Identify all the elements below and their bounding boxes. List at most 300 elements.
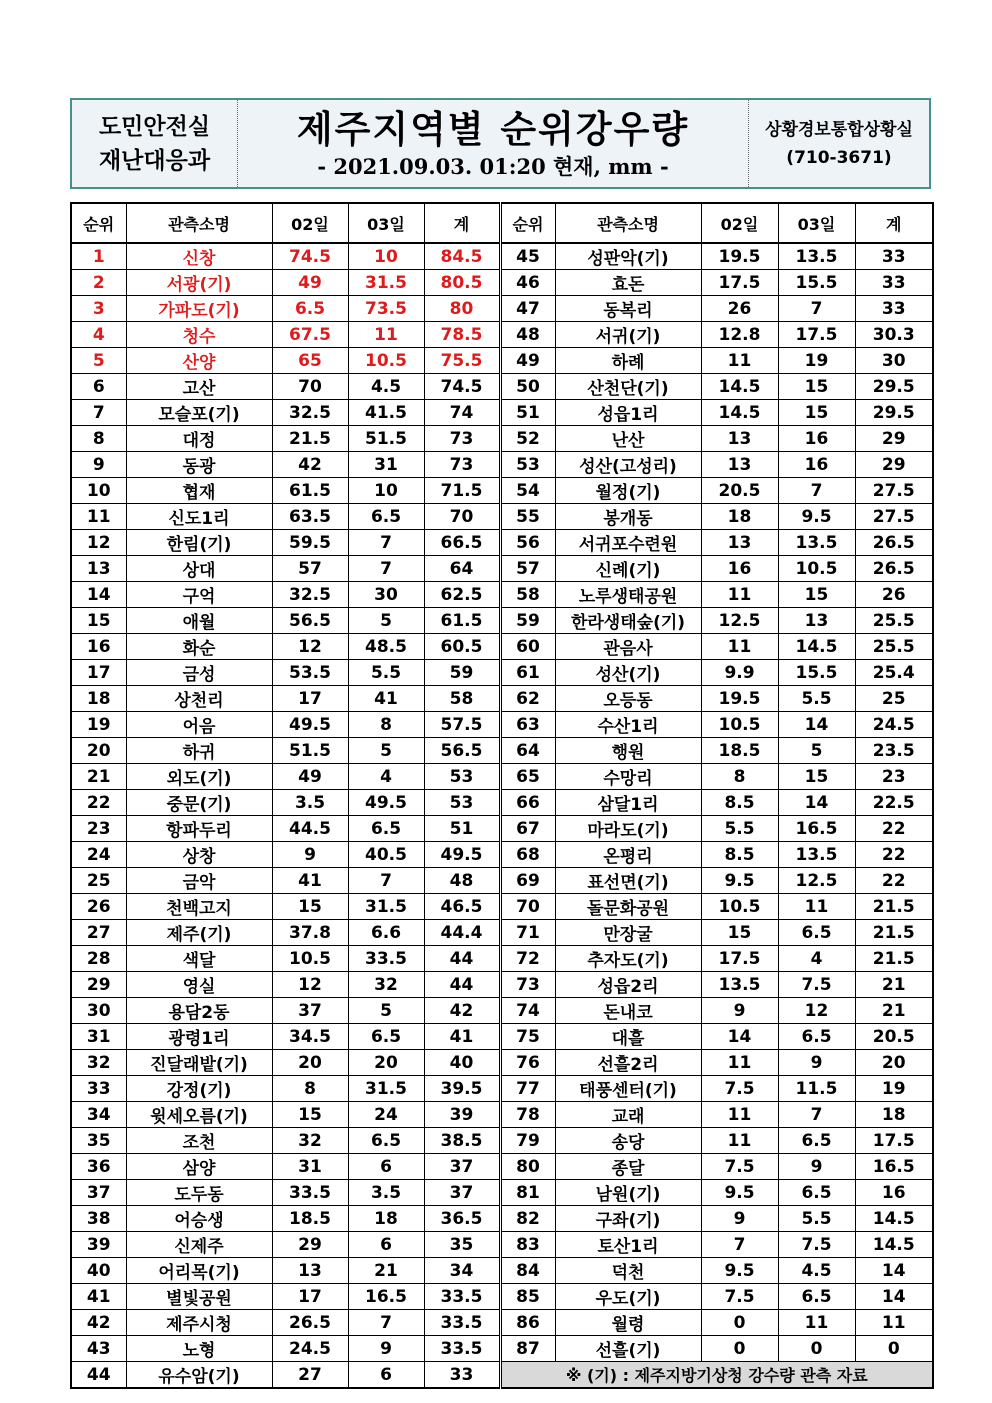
cell-day03: 7 xyxy=(348,1310,424,1336)
cell-day03: 30 xyxy=(348,582,424,608)
table-footnote: ※ (기) : 제주지방기상청 강수량 관측 자료 xyxy=(500,1362,933,1389)
cell-day02: 33.5 xyxy=(272,1180,348,1206)
cell-day03: 8 xyxy=(348,712,424,738)
cell-total: 18 xyxy=(855,1102,933,1128)
cell-rank: 25 xyxy=(71,868,126,894)
cell-station: 상창 xyxy=(126,842,272,868)
cell-rank: 74 xyxy=(500,998,555,1024)
cell-station: 교래 xyxy=(555,1102,701,1128)
cell-station: 난산 xyxy=(555,426,701,452)
cell-day02: 11 xyxy=(701,1102,778,1128)
cell-day02: 42 xyxy=(272,452,348,478)
cell-station: 추자도(기) xyxy=(555,946,701,972)
cell-total: 19 xyxy=(855,1076,933,1102)
cell-station: 서귀(기) xyxy=(555,322,701,348)
cell-total: 17.5 xyxy=(855,1128,933,1154)
cell-day03: 51.5 xyxy=(348,426,424,452)
cell-day03: 14.5 xyxy=(778,634,855,660)
cell-station: 대정 xyxy=(126,426,272,452)
cell-rank: 44 xyxy=(71,1362,126,1389)
cell-station: 모슬포(기) xyxy=(126,400,272,426)
cell-day02: 7.5 xyxy=(701,1284,778,1310)
cell-day02: 17.5 xyxy=(701,946,778,972)
cell-day02: 49 xyxy=(272,270,348,296)
cell-total: 35 xyxy=(424,1232,500,1258)
table-row xyxy=(71,1336,933,1362)
cell-rank: 57 xyxy=(500,556,555,582)
table-row xyxy=(71,296,933,322)
cell-day02: 63.5 xyxy=(272,504,348,530)
cell-station: 별빛공원 xyxy=(126,1284,272,1310)
cell-day03: 6 xyxy=(348,1232,424,1258)
cell-station: 금악 xyxy=(126,868,272,894)
cell-station: 상대 xyxy=(126,556,272,582)
cell-station: 덕천 xyxy=(555,1258,701,1284)
cell-day03: 6.5 xyxy=(778,1128,855,1154)
cell-rank: 56 xyxy=(500,530,555,556)
cell-rank: 79 xyxy=(500,1128,555,1154)
cell-day02: 11 xyxy=(701,582,778,608)
cell-station: 어음 xyxy=(126,712,272,738)
table-row xyxy=(71,660,933,686)
cell-day02: 13.5 xyxy=(701,972,778,998)
cell-day03: 13.5 xyxy=(778,243,855,270)
cell-total: 0 xyxy=(855,1336,933,1362)
cell-total: 41 xyxy=(424,1024,500,1050)
cell-total: 22 xyxy=(855,816,933,842)
cell-station: 상천리 xyxy=(126,686,272,712)
cell-day03: 7 xyxy=(778,478,855,504)
cell-day02: 37.8 xyxy=(272,920,348,946)
table-row xyxy=(71,1232,933,1258)
table-row xyxy=(71,1258,933,1284)
cell-day02: 32.5 xyxy=(272,400,348,426)
table-row xyxy=(71,764,933,790)
cell-day02: 19.5 xyxy=(701,686,778,712)
cell-station: 애월 xyxy=(126,608,272,634)
cell-day02: 49.5 xyxy=(272,712,348,738)
cell-day02: 19.5 xyxy=(701,243,778,270)
cell-total: 75.5 xyxy=(424,348,500,374)
cell-day03: 4.5 xyxy=(778,1258,855,1284)
cell-day03: 10 xyxy=(348,243,424,270)
cell-total: 64 xyxy=(424,556,500,582)
cell-day03: 48.5 xyxy=(348,634,424,660)
cell-day02: 9.5 xyxy=(701,1180,778,1206)
cell-station: 동복리 xyxy=(555,296,701,322)
cell-total: 24.5 xyxy=(855,712,933,738)
cell-total: 21 xyxy=(855,972,933,998)
cell-day02: 11 xyxy=(701,348,778,374)
cell-total: 22 xyxy=(855,868,933,894)
cell-station: 태풍센터(기) xyxy=(555,1076,701,1102)
cell-rank: 49 xyxy=(500,348,555,374)
cell-rank: 76 xyxy=(500,1050,555,1076)
cell-total: 80 xyxy=(424,296,500,322)
table-row xyxy=(71,868,933,894)
cell-day02: 26.5 xyxy=(272,1310,348,1336)
title-box xyxy=(238,100,749,187)
cell-day03: 5 xyxy=(778,738,855,764)
cell-day03: 5 xyxy=(348,998,424,1024)
cell-total: 66.5 xyxy=(424,530,500,556)
cell-day03: 31.5 xyxy=(348,270,424,296)
cell-day02: 11 xyxy=(701,1050,778,1076)
cell-day02: 17 xyxy=(272,686,348,712)
cell-day02: 18.5 xyxy=(701,738,778,764)
cell-total: 44 xyxy=(424,946,500,972)
cell-day03: 14 xyxy=(778,712,855,738)
cell-total: 61.5 xyxy=(424,608,500,634)
table-row xyxy=(71,998,933,1024)
cell-day02: 13 xyxy=(272,1258,348,1284)
cell-rank: 21 xyxy=(71,764,126,790)
table-row xyxy=(71,1154,933,1180)
cell-station: 외도(기) xyxy=(126,764,272,790)
cell-total: 23 xyxy=(855,764,933,790)
cell-total: 70 xyxy=(424,504,500,530)
cell-day03: 10 xyxy=(348,478,424,504)
cell-day03: 5.5 xyxy=(348,660,424,686)
rainfall-table-container xyxy=(70,202,932,1389)
cell-day03: 4.5 xyxy=(348,374,424,400)
cell-total: 48 xyxy=(424,868,500,894)
cell-day02: 17.5 xyxy=(701,270,778,296)
cell-day02: 14.5 xyxy=(701,374,778,400)
col-header-station: 관측소명 xyxy=(555,203,701,243)
cell-rank: 3 xyxy=(71,296,126,322)
cell-day03: 17.5 xyxy=(778,322,855,348)
cell-total: 22 xyxy=(855,842,933,868)
cell-rank: 30 xyxy=(71,998,126,1024)
cell-rank: 87 xyxy=(500,1336,555,1362)
cell-rank: 14 xyxy=(71,582,126,608)
cell-day03: 33.5 xyxy=(348,946,424,972)
cell-total: 56.5 xyxy=(424,738,500,764)
cell-rank: 12 xyxy=(71,530,126,556)
table-row xyxy=(71,400,933,426)
cell-day03: 10.5 xyxy=(348,348,424,374)
cell-day02: 20 xyxy=(272,1050,348,1076)
table-row xyxy=(71,270,933,296)
cell-station: 어승생 xyxy=(126,1206,272,1232)
cell-total: 33 xyxy=(855,243,933,270)
cell-rank: 13 xyxy=(71,556,126,582)
cell-day03: 9.5 xyxy=(778,504,855,530)
cell-day02: 14 xyxy=(701,1024,778,1050)
cell-rank: 5 xyxy=(71,348,126,374)
cell-day03: 7 xyxy=(348,530,424,556)
cell-station: 월령 xyxy=(555,1310,701,1336)
cell-rank: 40 xyxy=(71,1258,126,1284)
cell-day02: 18.5 xyxy=(272,1206,348,1232)
cell-total: 14.5 xyxy=(855,1232,933,1258)
cell-total: 25.5 xyxy=(855,634,933,660)
cell-total: 30.3 xyxy=(855,322,933,348)
cell-day02: 10.5 xyxy=(701,712,778,738)
cell-station: 선흘(기) xyxy=(555,1336,701,1362)
cell-rank: 43 xyxy=(71,1336,126,1362)
cell-day03: 16 xyxy=(778,426,855,452)
table-row xyxy=(71,738,933,764)
cell-rank: 48 xyxy=(500,322,555,348)
cell-total: 73 xyxy=(424,452,500,478)
cell-day02: 15 xyxy=(701,920,778,946)
cell-day02: 11 xyxy=(701,1128,778,1154)
cell-day03: 14 xyxy=(778,790,855,816)
cell-total: 58 xyxy=(424,686,500,712)
cell-total: 16 xyxy=(855,1180,933,1206)
cell-day03: 11 xyxy=(778,894,855,920)
cell-total: 33.5 xyxy=(424,1336,500,1362)
cell-day03: 15 xyxy=(778,374,855,400)
cell-rank: 71 xyxy=(500,920,555,946)
cell-day03: 6.5 xyxy=(778,1284,855,1310)
cell-total: 14.5 xyxy=(855,1206,933,1232)
cell-day02: 9.5 xyxy=(701,1258,778,1284)
department-box xyxy=(72,100,238,187)
cell-station: 봉개동 xyxy=(555,504,701,530)
cell-rank: 80 xyxy=(500,1154,555,1180)
cell-day03: 7.5 xyxy=(778,1232,855,1258)
cell-rank: 52 xyxy=(500,426,555,452)
cell-day03: 16.5 xyxy=(778,816,855,842)
cell-day02: 8 xyxy=(272,1076,348,1102)
cell-day03: 6.5 xyxy=(348,1024,424,1050)
cell-rank: 33 xyxy=(71,1076,126,1102)
cell-day02: 32 xyxy=(272,1128,348,1154)
cell-day02: 7.5 xyxy=(701,1154,778,1180)
cell-day03: 31.5 xyxy=(348,1076,424,1102)
cell-total: 26.5 xyxy=(855,530,933,556)
cell-station: 영실 xyxy=(126,972,272,998)
cell-station: 신례(기) xyxy=(555,556,701,582)
cell-day03: 6.5 xyxy=(778,920,855,946)
cell-day03: 5.5 xyxy=(778,1206,855,1232)
cell-station: 마라도(기) xyxy=(555,816,701,842)
cell-day02: 7 xyxy=(701,1232,778,1258)
cell-day02: 32.5 xyxy=(272,582,348,608)
cell-day03: 7 xyxy=(778,1102,855,1128)
cell-day02: 44.5 xyxy=(272,816,348,842)
cell-station: 유수암(기) xyxy=(126,1362,272,1389)
cell-station: 가파도(기) xyxy=(126,296,272,322)
cell-station: 화순 xyxy=(126,634,272,660)
cell-rank: 34 xyxy=(71,1102,126,1128)
cell-total: 39.5 xyxy=(424,1076,500,1102)
cell-total: 44.4 xyxy=(424,920,500,946)
cell-rank: 51 xyxy=(500,400,555,426)
cell-rank: 37 xyxy=(71,1180,126,1206)
cell-station: 남원(기) xyxy=(555,1180,701,1206)
cell-day02: 61.5 xyxy=(272,478,348,504)
cell-station: 한라생태숲(기) xyxy=(555,608,701,634)
cell-total: 23.5 xyxy=(855,738,933,764)
cell-rank: 69 xyxy=(500,868,555,894)
cell-day03: 5 xyxy=(348,608,424,634)
table-row xyxy=(71,686,933,712)
table-row xyxy=(71,478,933,504)
cell-day02: 12 xyxy=(272,634,348,660)
cell-day02: 17 xyxy=(272,1284,348,1310)
cell-day02: 7.5 xyxy=(701,1076,778,1102)
cell-total: 22.5 xyxy=(855,790,933,816)
cell-day03: 6.5 xyxy=(348,1128,424,1154)
cell-total: 20 xyxy=(855,1050,933,1076)
cell-total: 14 xyxy=(855,1284,933,1310)
table-row xyxy=(71,1102,933,1128)
table-row xyxy=(71,426,933,452)
cell-rank: 19 xyxy=(71,712,126,738)
cell-rank: 58 xyxy=(500,582,555,608)
cell-station: 수산1리 xyxy=(555,712,701,738)
cell-station: 표선면(기) xyxy=(555,868,701,894)
cell-total: 74.5 xyxy=(424,374,500,400)
cell-day02: 0 xyxy=(701,1336,778,1362)
department-line-1: 도민안전실 xyxy=(98,113,211,140)
cell-rank: 59 xyxy=(500,608,555,634)
cell-rank: 16 xyxy=(71,634,126,660)
cell-rank: 50 xyxy=(500,374,555,400)
cell-rank: 53 xyxy=(500,452,555,478)
table-row xyxy=(71,322,933,348)
col-header-day02: 02일 xyxy=(701,203,778,243)
document-title: 제주지역별 순위강우량 xyxy=(296,107,690,151)
cell-day02: 9 xyxy=(272,842,348,868)
cell-station: 신제주 xyxy=(126,1232,272,1258)
cell-total: 73 xyxy=(424,426,500,452)
table-row xyxy=(71,1284,933,1310)
cell-total: 33 xyxy=(855,296,933,322)
table-row xyxy=(71,530,933,556)
table-row xyxy=(71,1362,933,1389)
cell-station: 도두동 xyxy=(126,1180,272,1206)
cell-day03: 12 xyxy=(778,998,855,1024)
cell-station: 청수 xyxy=(126,322,272,348)
rainfall-table xyxy=(70,202,934,1389)
cell-rank: 38 xyxy=(71,1206,126,1232)
cell-rank: 7 xyxy=(71,400,126,426)
col-header-day03: 03일 xyxy=(778,203,855,243)
cell-rank: 75 xyxy=(500,1024,555,1050)
cell-rank: 47 xyxy=(500,296,555,322)
cell-day03: 6.5 xyxy=(778,1024,855,1050)
cell-total: 21 xyxy=(855,998,933,1024)
cell-station: 성읍1리 xyxy=(555,400,701,426)
cell-day03: 31.5 xyxy=(348,894,424,920)
cell-rank: 32 xyxy=(71,1050,126,1076)
table-row xyxy=(71,790,933,816)
cell-day02: 74.5 xyxy=(272,243,348,270)
cell-total: 20.5 xyxy=(855,1024,933,1050)
cell-rank: 35 xyxy=(71,1128,126,1154)
cell-station: 돈내코 xyxy=(555,998,701,1024)
cell-day02: 6.5 xyxy=(272,296,348,322)
cell-station: 성읍2리 xyxy=(555,972,701,998)
cell-rank: 6 xyxy=(71,374,126,400)
cell-station: 윗세오름(기) xyxy=(126,1102,272,1128)
cell-total: 37 xyxy=(424,1180,500,1206)
cell-total: 14 xyxy=(855,1258,933,1284)
cell-day02: 18 xyxy=(701,504,778,530)
cell-rank: 26 xyxy=(71,894,126,920)
cell-total: 29.5 xyxy=(855,400,933,426)
cell-station: 광령1리 xyxy=(126,1024,272,1050)
cell-station: 중문(기) xyxy=(126,790,272,816)
cell-day02: 53.5 xyxy=(272,660,348,686)
cell-total: 78.5 xyxy=(424,322,500,348)
cell-rank: 61 xyxy=(500,660,555,686)
cell-day03: 40.5 xyxy=(348,842,424,868)
cell-total: 11 xyxy=(855,1310,933,1336)
cell-rank: 84 xyxy=(500,1258,555,1284)
cell-total: 33 xyxy=(855,270,933,296)
cell-total: 84.5 xyxy=(424,243,500,270)
cell-day03: 32 xyxy=(348,972,424,998)
cell-total: 21.5 xyxy=(855,894,933,920)
cell-rank: 60 xyxy=(500,634,555,660)
cell-day03: 11 xyxy=(778,1310,855,1336)
cell-rank: 18 xyxy=(71,686,126,712)
cell-day03: 9 xyxy=(778,1050,855,1076)
cell-station: 신도1리 xyxy=(126,504,272,530)
cell-day03: 6.5 xyxy=(348,816,424,842)
cell-day02: 9.5 xyxy=(701,868,778,894)
cell-station: 삼달1리 xyxy=(555,790,701,816)
col-header-rank: 순위 xyxy=(500,203,555,243)
cell-rank: 46 xyxy=(500,270,555,296)
cell-rank: 65 xyxy=(500,764,555,790)
table-row xyxy=(71,1050,933,1076)
cell-day03: 13 xyxy=(778,608,855,634)
cell-station: 종달 xyxy=(555,1154,701,1180)
cell-day02: 9.9 xyxy=(701,660,778,686)
table-row xyxy=(71,608,933,634)
cell-rank: 45 xyxy=(500,243,555,270)
cell-total: 62.5 xyxy=(424,582,500,608)
cell-station: 토산1리 xyxy=(555,1232,701,1258)
cell-total: 49.5 xyxy=(424,842,500,868)
cell-day02: 56.5 xyxy=(272,608,348,634)
cell-day02: 10.5 xyxy=(272,946,348,972)
cell-total: 40 xyxy=(424,1050,500,1076)
cell-day03: 73.5 xyxy=(348,296,424,322)
cell-total: 60.5 xyxy=(424,634,500,660)
cell-day03: 4 xyxy=(778,946,855,972)
cell-day02: 8.5 xyxy=(701,790,778,816)
cell-day03: 16 xyxy=(778,452,855,478)
col-header-station: 관측소명 xyxy=(126,203,272,243)
cell-day03: 6.6 xyxy=(348,920,424,946)
cell-rank: 55 xyxy=(500,504,555,530)
table-row xyxy=(71,1180,933,1206)
cell-total: 26 xyxy=(855,582,933,608)
cell-day03: 41 xyxy=(348,686,424,712)
cell-day03: 21 xyxy=(348,1258,424,1284)
cell-rank: 41 xyxy=(71,1284,126,1310)
cell-day03: 12.5 xyxy=(778,868,855,894)
cell-rank: 31 xyxy=(71,1024,126,1050)
table-row xyxy=(71,1024,933,1050)
cell-day02: 13 xyxy=(701,426,778,452)
cell-rank: 29 xyxy=(71,972,126,998)
cell-rank: 68 xyxy=(500,842,555,868)
cell-total: 25.5 xyxy=(855,608,933,634)
cell-station: 선흘2리 xyxy=(555,1050,701,1076)
cell-station: 행원 xyxy=(555,738,701,764)
cell-station: 강정(기) xyxy=(126,1076,272,1102)
cell-rank: 81 xyxy=(500,1180,555,1206)
